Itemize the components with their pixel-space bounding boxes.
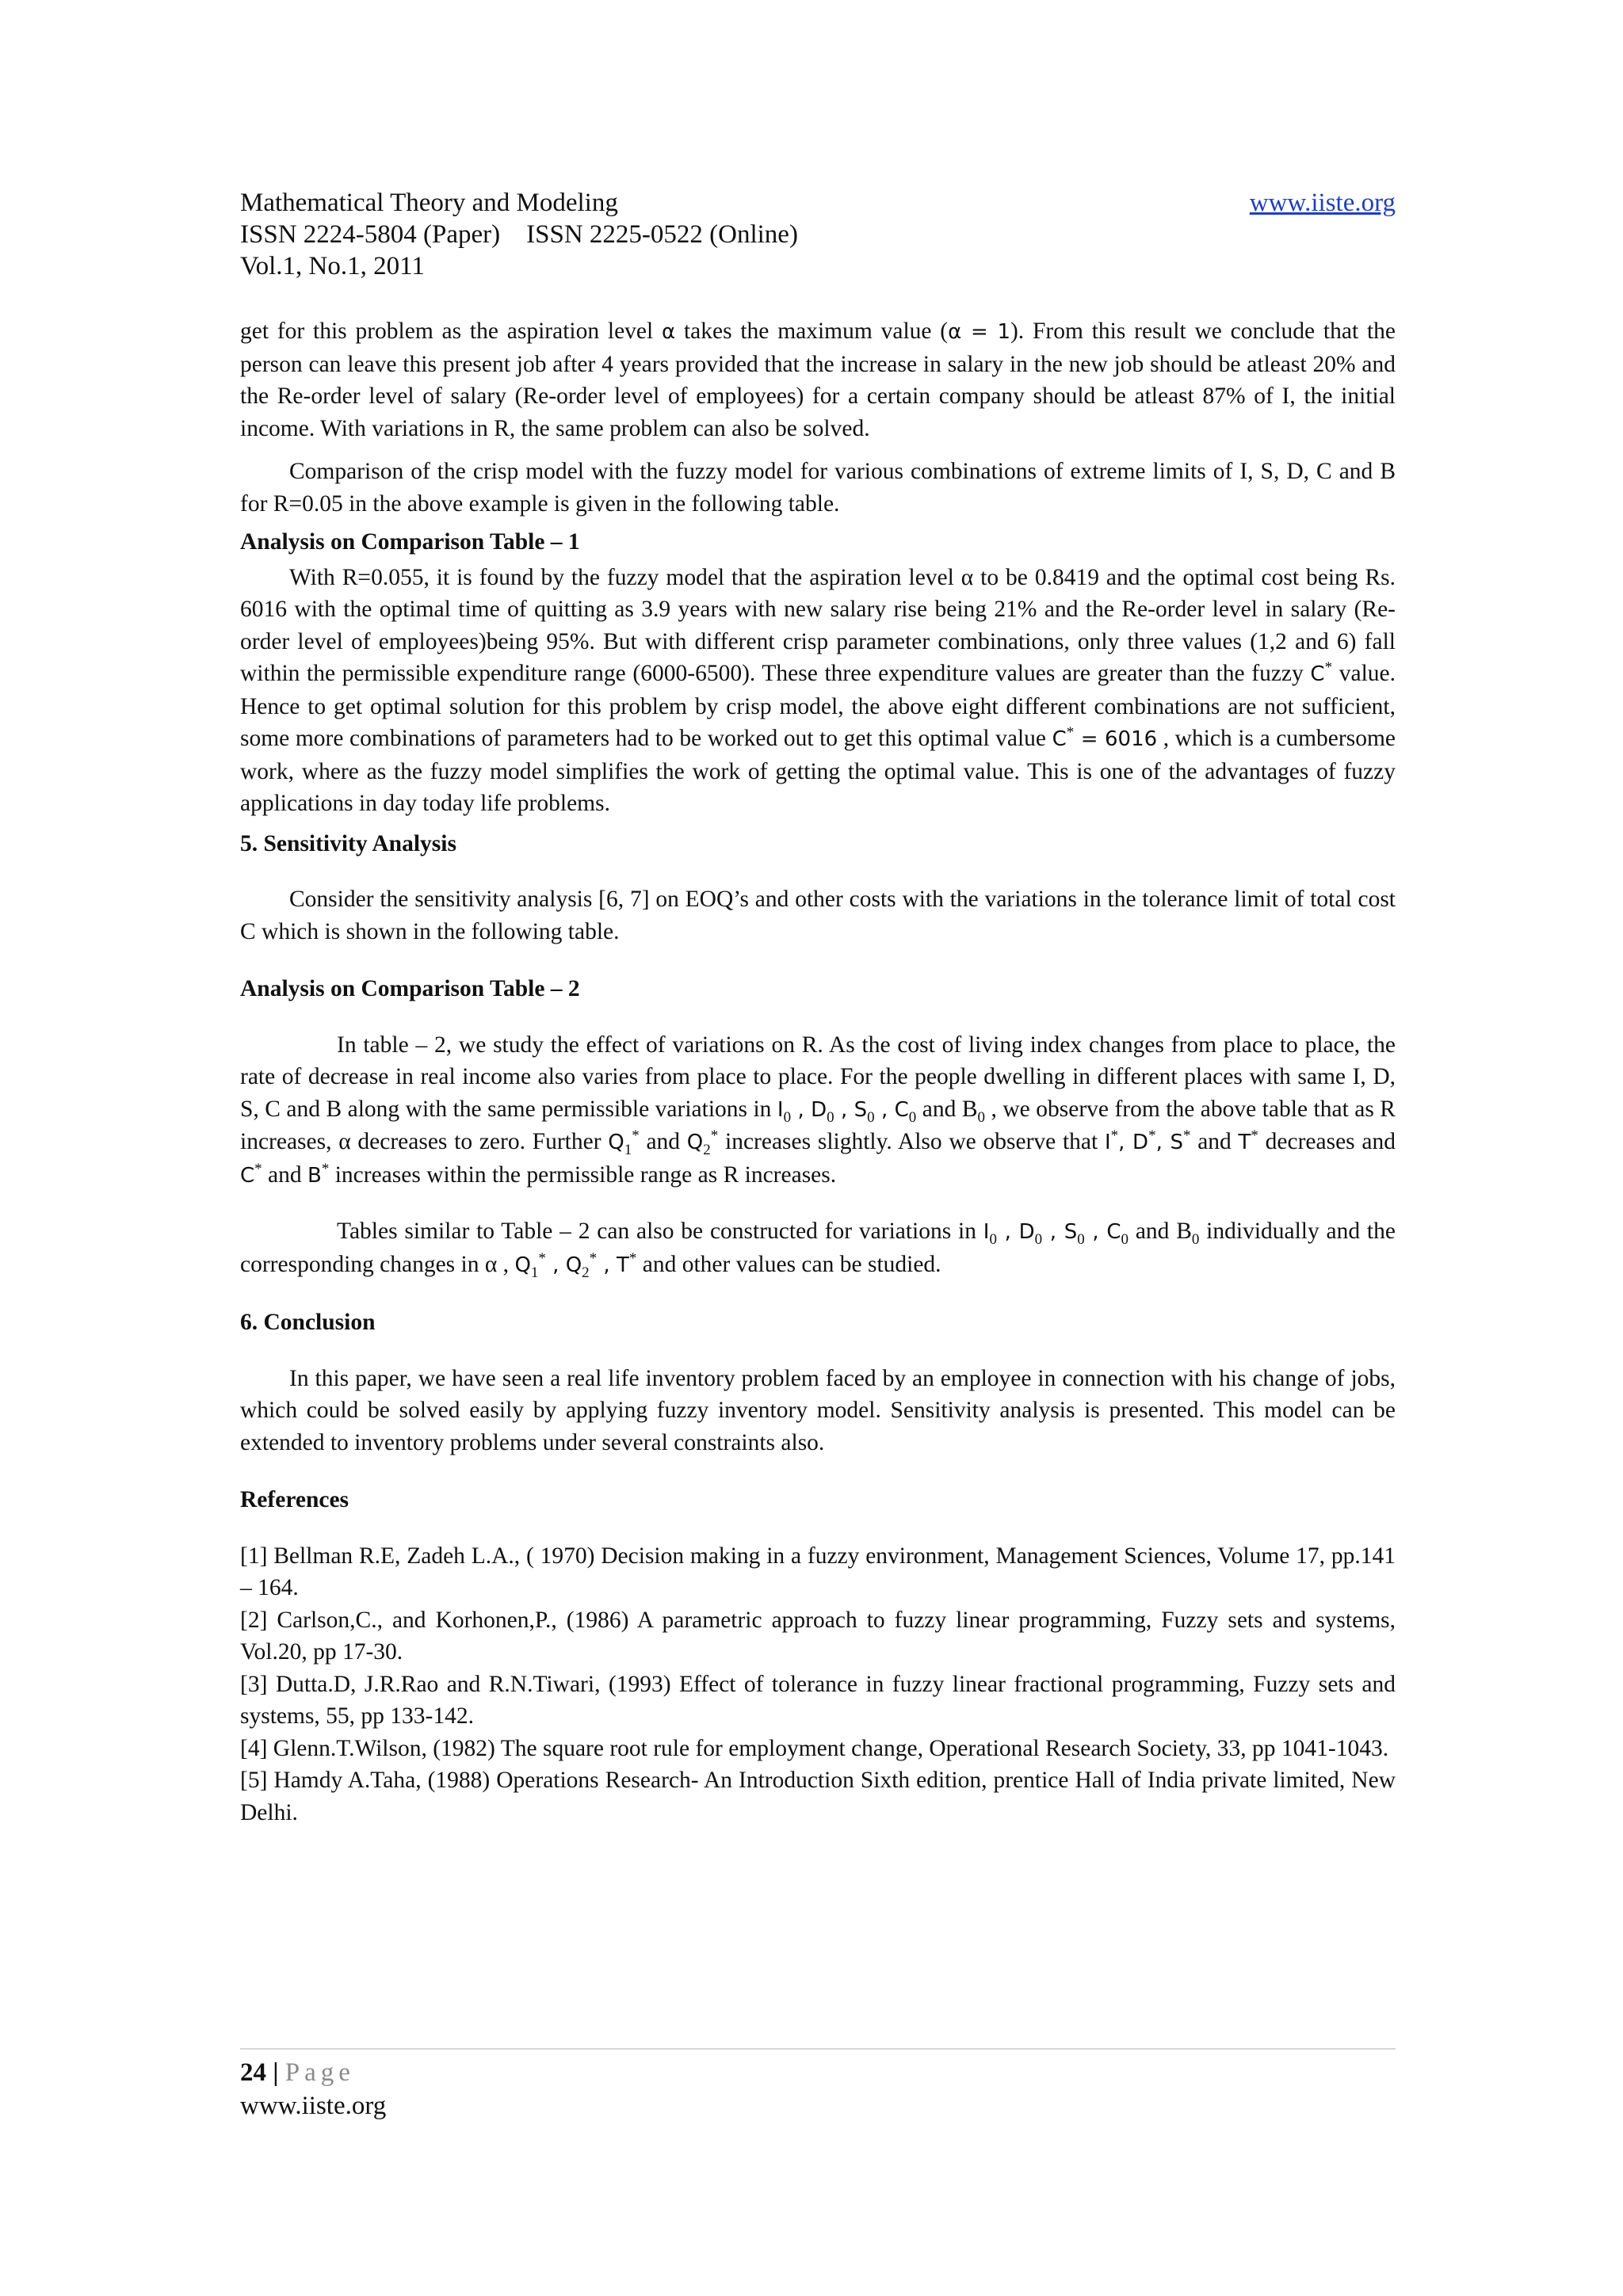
reference-item: [4] Glenn.T.Wilson, (1982) The square root rule for employment change, Operational Research Society, 33, pp 1041-1043. [240, 1735, 1389, 1761]
heading-comparison-table-1: Analysis on Comparison Table – 1 [240, 529, 580, 555]
paragraph-table1-analysis: With R=0.055, it is found by the fuzzy model that the aspiration level α to be 0.8419 and the optimal cost being Rs. 6016 with the optimal time of quitting as 3.9 years with new salary rise being 21% and the Re-order level in salary (Re-order level of employees)being 95%. But with different crisp parameter combinations, only three values (1,2 and 6) fall within the permissible expenditure range (6000-6500). These three expenditure values are greater than the fuzzy C* value. Hence to get optimal solution for this problem by crisp model, the above eight different combinations are not sufficient, some more combinations of parameters had to be worked out to get this optimal value C* = 6016 , which is a cumbersome work, where as the fuzzy model simplifies the work of getting the optimal value. This is one of the advantages of fuzzy applications in day today life problems. [240, 564, 1396, 816]
page-header [240, 187, 1396, 282]
page-number-line: 24 | Page [240, 2058, 355, 2087]
paragraph-conclusion: In this paper, we have seen a real life inventory problem faced by an employee in connection with his change of jobs, which could be solved easily by applying fuzzy inventory model. Sensitivity analysis is presented. This model can be extended to inventory problems under several constraints also. [240, 1365, 1396, 1455]
paragraph-table2-analysis: In table – 2, we study the effect of variations on R. As the cost of living index changes from place to place, the rate of decrease in real income also varies from place to place. For the people dwelling in different places with same I, D, S, C and B along with the same permissible variations in $I_0$ , $D_0$ , $S_0$ , $C_0$ and $B_0$ , we observe from the above table that as R increases, α decreases to zero. Further $Q_1^*$ and $Q_2^*$ increases slightly. Also we observe that I*, D*, S* and T* decreases and C* and B* increases within the permissible range as R increases. [240, 1032, 1396, 1188]
paragraph-aspiration-result: get for this problem as the aspiration level α takes the maximum value (α = 1). From this result we conclude that the person can leave this present job after 4 years provided that the increase in salary in the new job should be atleast 20% and the Re-order level of salary (Re-order level of employees) for a certain company should be atleast 87% of I, the initial income. With variations in R, the same problem can also be solved. [240, 318, 1396, 441]
reference-list [240, 1540, 1396, 1829]
paragraph-comparison-intro: Comparison of the crisp model with the fuzzy model for various combinations of extreme limits of I, S, D, C and B for R=0.05 in the above example is given in the following table. [240, 459, 1396, 517]
journal-title: Mathematical Theory and Modeling [240, 189, 618, 217]
paragraph-sensitivity: Consider the sensitivity analysis [6, 7] on EOQ’s and other costs with the variations in the tolerance limit of total cost C which is shown in the following table. [240, 887, 1396, 944]
heading-comparison-table-2: Analysis on Comparison Table – 2 [240, 976, 580, 1001]
page-content [240, 187, 1396, 1829]
issn-line: ISSN 2224-5804 (Paper) ISSN 2225-0522 (Online) [240, 220, 798, 249]
footer-divider [240, 2048, 1396, 2050]
heading-sensitivity-analysis: 5. Sensitivity Analysis [240, 830, 456, 856]
footer-website: www.iiste.org [240, 2092, 387, 2120]
header-website-link[interactable]: www.iiste.org [1249, 189, 1396, 217]
reference-item: [5] Hamdy A.Taha, (1988) Operations Research- An Introduction Sixth edition, prentice Hall of India private limited, New Delhi. [240, 1768, 1396, 1825]
paragraph-similar-tables: Tables similar to Table – 2 can also be constructed for variations in $I_0$ , $D_0$ , $S_0$ , $C_0$ and $B_0$ individually and the corresponding changes in α , $Q_1^*$ , $Q_2^*$ , T* and other values can be studied. [240, 1219, 1396, 1281]
heading-references: References [240, 1487, 349, 1512]
reference-item: [1] Bellman R.E, Zadeh L.A., ( 1970) Decision making in a fuzzy environment, Management Sciences, Volume 17, pp.141 – 164. [240, 1543, 1396, 1600]
volume-line: Vol.1, No.1, 2011 [240, 252, 425, 280]
reference-item: [3] Dutta.D, J.R.Rao and R.N.Tiwari, (1993) Effect of tolerance in fuzzy linear fractional programming, Fuzzy sets and systems, 55, pp 133-142. [240, 1671, 1396, 1729]
page-word: Page [285, 2058, 355, 2087]
page-number: 24 [240, 2058, 266, 2087]
heading-conclusion: 6. Conclusion [240, 1310, 376, 1335]
reference-item: [2] Carlson,C., and Korhonen,P., (1986) A parametric approach to fuzzy linear programming, Fuzzy sets and systems, Vol.20, pp 17-30. [240, 1607, 1396, 1665]
page-footer [240, 2048, 1396, 2122]
